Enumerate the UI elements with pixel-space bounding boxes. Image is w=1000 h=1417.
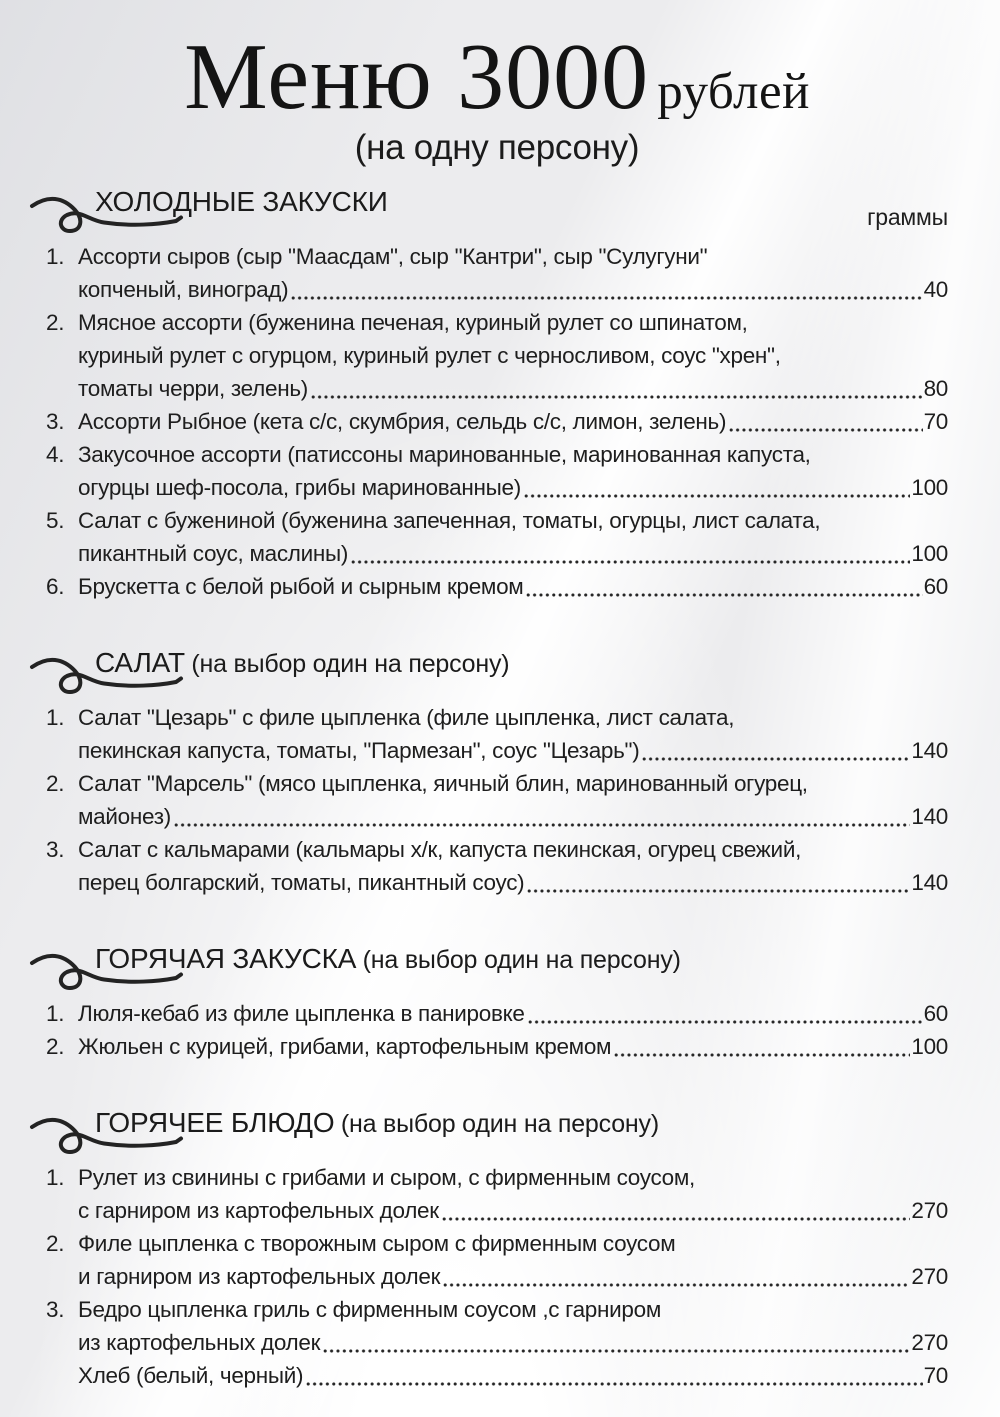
dot-leader [322, 1326, 910, 1359]
item-last-line [78, 800, 948, 833]
item-last-line [78, 1326, 948, 1359]
section-items [46, 240, 948, 603]
item-grams: 80 [923, 376, 948, 401]
menu-item [46, 997, 948, 1030]
item-last-line [78, 1260, 948, 1293]
item-grams: 140 [911, 870, 948, 895]
item-number: 6. [46, 574, 65, 599]
item-text: Брускетта с белой рыбой и сырным кремом [78, 574, 524, 599]
item-grams: 70 [923, 1363, 948, 1388]
section-title-row [95, 182, 948, 224]
item-last-line [78, 734, 948, 767]
item-text-line: Мясное ассорти (буженина печеная, куриный рулет со шпинатом, [78, 310, 748, 335]
item-text: из картофельных долек [78, 1330, 321, 1355]
item-number: 2. [46, 1231, 65, 1256]
item-text: томаты черри, зелень) [78, 376, 308, 401]
item-last-line [78, 1030, 948, 1063]
menu-item [46, 1227, 948, 1293]
flourish-icon [28, 190, 186, 236]
item-grams: 270 [911, 1330, 948, 1355]
item-last-line [78, 997, 948, 1030]
dot-leader [442, 1260, 910, 1293]
menu-item [46, 701, 948, 767]
menu-item [46, 438, 948, 504]
item-number: 1. [46, 1165, 65, 1190]
section-note: (на выбор один на персону) [191, 650, 510, 678]
item-text: Хлеб (белый, черный) [78, 1363, 304, 1388]
menu-item [46, 240, 948, 306]
section-title-row [95, 939, 948, 981]
dot-leader [728, 405, 922, 438]
menu-item [46, 1293, 948, 1359]
item-text-line: Салат "Марсель" (мясо цыпленка, яичный блин, маринованный огурец, [78, 771, 808, 796]
section-items [46, 701, 948, 899]
dot-leader [305, 1359, 922, 1392]
item-number: 2. [46, 1034, 65, 1059]
menu-item [46, 570, 948, 603]
section-title-row [95, 1103, 948, 1145]
item-last-line [78, 570, 948, 603]
item-last-line [78, 471, 948, 504]
item-text: Люля-кебаб из филе цыпленка в панировке [78, 1001, 525, 1026]
item-grams: 100 [911, 475, 948, 500]
menu-section [46, 1103, 948, 1392]
item-text: огурцы шеф-посола, грибы маринованные) [78, 475, 521, 500]
dot-leader [310, 372, 923, 405]
dot-leader [613, 1030, 910, 1063]
menu-section [46, 643, 948, 899]
menu-item [46, 306, 948, 405]
menu-item [46, 833, 948, 899]
section-title-row [95, 643, 948, 685]
menu-section [46, 182, 948, 603]
dot-leader [526, 866, 910, 899]
menu-item [46, 767, 948, 833]
page-title [46, 25, 948, 129]
menu-item [46, 1359, 948, 1392]
item-text: перец болгарский, томаты, пикантный соус) [78, 870, 525, 895]
item-text-line: Рулет из свинины с грибами и сыром, с фирменным соусом, [78, 1165, 695, 1190]
section-title: ХОЛОДНЫЕ ЗАКУСКИ [95, 186, 388, 217]
item-number: 5. [46, 508, 65, 533]
item-last-line [78, 866, 948, 899]
menu-item [46, 504, 948, 570]
menu-header [46, 25, 948, 168]
item-text-line: Бедро цыпленка гриль с фирменным соусом ,с гарниром [78, 1297, 661, 1322]
item-last-line [78, 537, 948, 570]
section-header [46, 939, 948, 981]
menu-section [46, 939, 948, 1063]
section-items [46, 997, 948, 1063]
item-last-line [78, 1194, 948, 1227]
item-grams: 270 [911, 1264, 948, 1289]
menu-item [46, 1161, 948, 1227]
item-last-line [78, 1359, 948, 1392]
menu-item [46, 405, 948, 438]
item-text-line: куриный рулет с огурцом, куриный рулет с черносливом, соус "хрен", [78, 343, 781, 368]
item-number: 2. [46, 771, 65, 796]
item-number: 2. [46, 310, 65, 335]
item-text: майонез) [78, 804, 171, 829]
dot-leader [350, 537, 910, 570]
item-text: Ассорти Рыбное (кета с/с, скумбрия, сельдь с/с, лимон, зелень) [78, 409, 727, 434]
dot-leader [173, 800, 910, 833]
item-text: пекинская капуста, томаты, "Пармезан", соус "Цезарь") [78, 738, 640, 763]
item-grams: 70 [923, 409, 948, 434]
dot-leader [525, 570, 922, 603]
dot-leader [641, 734, 910, 767]
dot-leader [527, 997, 923, 1030]
item-text-line: Салат "Цезарь" с филе цыпленка (филе цыпленка, лист салата, [78, 705, 735, 730]
item-text-line: Ассорти сыров (сыр "Маасдам", сыр "Кантри", сыр "Сулугуни" [78, 244, 708, 269]
item-last-line [78, 372, 948, 405]
item-last-line [78, 273, 948, 306]
page-subtitle: (на одну персону) [354, 128, 640, 167]
item-text-line: Салат с кальмарами (кальмары х/к, капуста пекинская, огурец свежий, [78, 837, 802, 862]
section-title: ГОРЯЧЕЕ БЛЮДО [95, 1107, 335, 1138]
item-number: 3. [46, 409, 65, 434]
section-note: (на выбор один на персону) [362, 946, 681, 974]
section-title: САЛАТ [95, 647, 185, 678]
section-note: (на выбор один на персону) [340, 1110, 659, 1138]
menu-item [46, 1030, 948, 1063]
section-items [46, 1161, 948, 1392]
menu-sections [46, 182, 948, 1392]
flourish-icon [28, 651, 186, 697]
flourish-icon [28, 947, 186, 993]
item-last-line [78, 405, 948, 438]
item-grams: 60 [923, 574, 948, 599]
dot-leader [441, 1194, 911, 1227]
item-number: 1. [46, 705, 65, 730]
item-text-line: Салат с бужениной (буженина запеченная, томаты, огурцы, лист салата, [78, 508, 821, 533]
item-grams: 270 [911, 1198, 948, 1223]
item-text: копченый, виноград) [78, 277, 289, 302]
item-text-line: Филе цыпленка с творожным сыром с фирменным соусом [78, 1231, 676, 1256]
item-grams: 40 [923, 277, 948, 302]
section-header [46, 643, 948, 685]
page-title-suffix: рублей [657, 64, 810, 120]
dot-leader [290, 273, 922, 306]
item-grams: 100 [911, 541, 948, 566]
item-number: 3. [46, 1297, 65, 1322]
section-title: ГОРЯЧАЯ ЗАКУСКА [95, 943, 357, 974]
item-text: и гарниром из картофельных долек [78, 1264, 441, 1289]
item-text-line: Закусочное ассорти (патиссоны маринованные, маринованная капуста, [78, 442, 811, 467]
section-header [46, 1103, 948, 1145]
item-number: 4. [46, 442, 65, 467]
item-grams: 140 [911, 738, 948, 763]
item-text: пикантный соус, маслины) [78, 541, 349, 566]
section-header [46, 182, 948, 230]
item-number: 3. [46, 837, 65, 862]
flourish-icon [28, 1111, 186, 1157]
item-text: Жюльен с курицей, грибами, картофельным кремом [78, 1034, 612, 1059]
unit-label: граммы [867, 204, 948, 230]
item-text: с гарниром из картофельных долек [78, 1198, 439, 1223]
item-number: 1. [46, 244, 65, 269]
item-number: 1. [46, 1001, 65, 1026]
page-title-main: Меню 3000 [184, 25, 650, 129]
item-grams: 60 [923, 1001, 948, 1026]
dot-leader [523, 471, 910, 504]
item-grams: 140 [911, 804, 948, 829]
item-grams: 100 [911, 1034, 948, 1059]
